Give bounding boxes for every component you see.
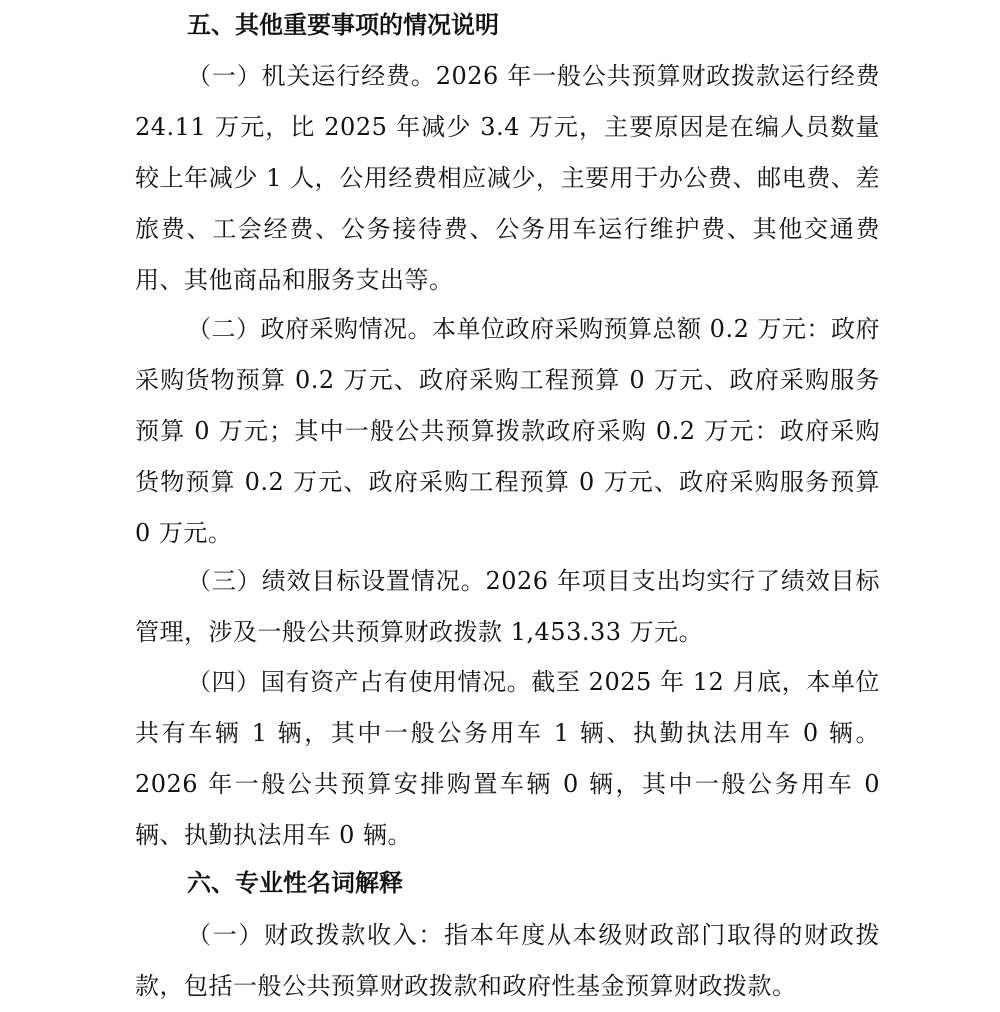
paragraph-text: 截至 2025 年 12 月底，本单位共有车辆 1 辆，其中一般公务用车 1 辆、执勤执法用车 0 辆。2026 年一般公共预算安排购置车辆 0 辆，其中一般公务用车 0 辆、执勤执法用车 0 辆。 — [135, 668, 881, 849]
paragraph-operating-expenses — [135, 51, 880, 306]
section-heading-other-matters: 五、其他重要事项的情况说明 — [187, 11, 499, 39]
paragraph-state-assets — [135, 657, 880, 861]
paragraph-lead: （一）财政拨款收入： — [187, 921, 445, 949]
paragraph-text: 指本年度从本级财政部门取得的财政拨款，包括一般公共预算财政拨款和政府性基金预算财政拨款。 — [135, 921, 881, 1000]
paragraph-text: 本单位政府采购预算总额 0.2 万元：政府采购货物预算 0.2 万元、政府采购工程预算 0 万元、政府采购服务预算 0 万元；其中一般公共预算拨款政府采购 0.2 万元：政府采购货物预算 0.2 万元、政府采购工程预算 0 万元、政府采购服务预算 0 万元。 — [135, 315, 880, 547]
paragraph-lead: （一）机关运行经费。 — [187, 62, 436, 90]
paragraph-fiscal-appropriation-income — [135, 910, 880, 1012]
paragraph-government-procurement — [135, 304, 880, 559]
paragraph-lead: （四）国有资产占有使用情况。 — [187, 668, 532, 696]
paragraph-lead: （二）政府采购情况。 — [187, 315, 433, 343]
paragraph-lead: （三）绩效目标设置情况。 — [187, 567, 486, 595]
paragraph-text: 2026 年一般公共预算财政拨款运行经费 24.11 万元，比 2025 年减少 3.4 万元，主要原因是在编人员数量较上年减少 1 人，公用经费相应减少，主要用于办公费、邮电费、差旅费、工会经费、公务接待费、公务用车运行维护费、其他交通费用、其他商品和服务支出等。 — [135, 62, 880, 294]
paragraph-performance-targets — [135, 556, 880, 658]
paragraph-text: 2026 年项目支出均实行了绩效目标管理，涉及一般公共预算财政拨款 1,453.33 万元。 — [135, 567, 881, 646]
section-heading-glossary: 六、专业性名词解释 — [187, 869, 403, 897]
